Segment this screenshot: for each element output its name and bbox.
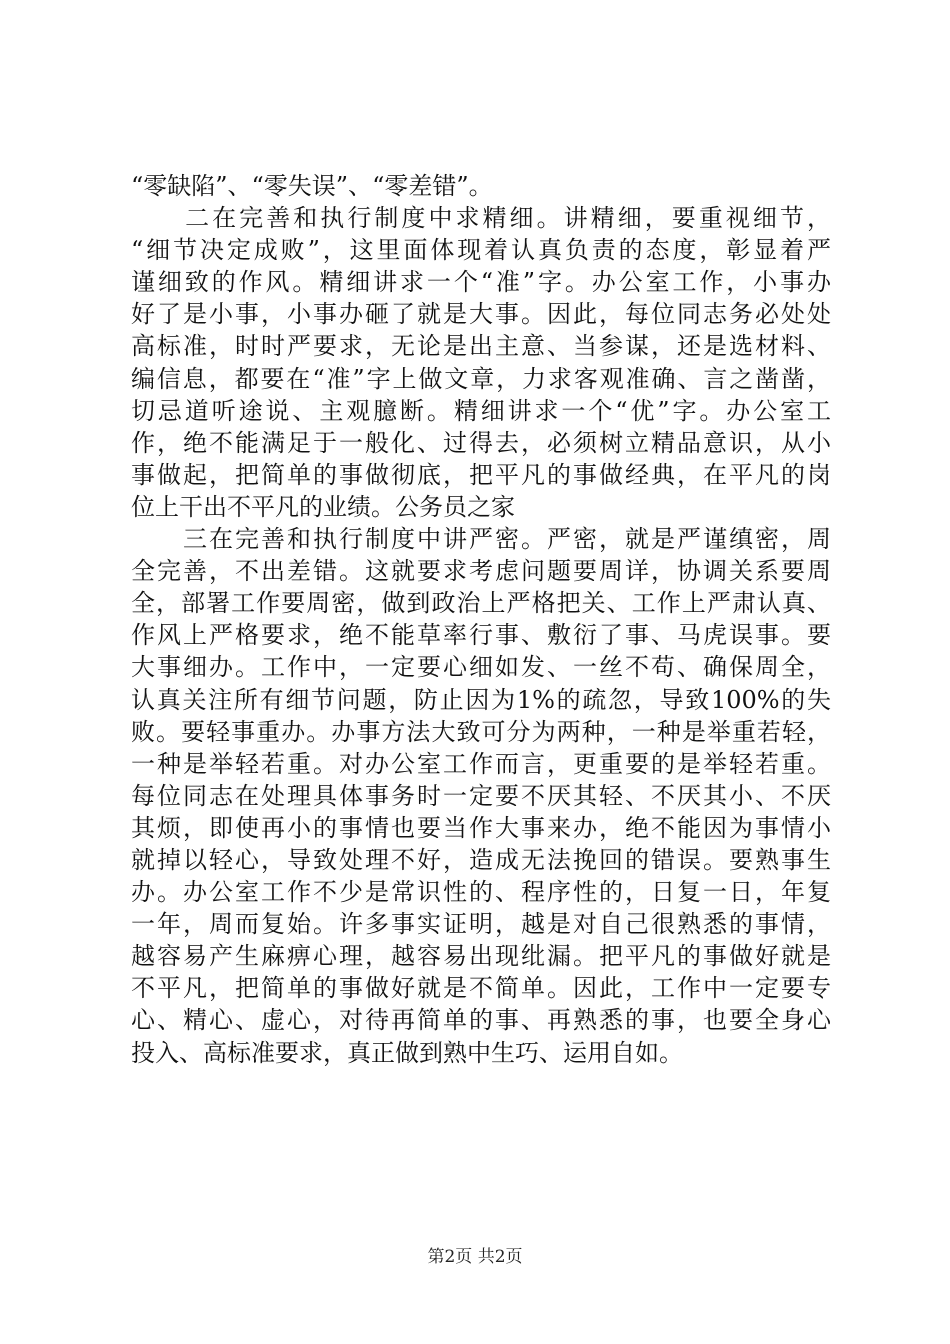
page-number-footer: 第2页 共2页: [427, 1247, 523, 1267]
text-line: 每位同志在处理具体事务时一定要不厌其轻、不厌其小、不厌: [131, 781, 831, 810]
text-line: 心、精心、虚心，对待再简单的事、再熟悉的事，也要全身心: [131, 1006, 831, 1035]
text-line: “细节决定成败”，这里面体现着认真负责的态度，彰显着严: [131, 236, 831, 265]
text-line: 败。要轻事重办。办事方法大致可分为两种，一种是举重若轻，: [131, 717, 831, 746]
text-line: 作风上严格要求，绝不能草率行事、敷衍了事、马虎误事。要: [131, 621, 831, 650]
text-line: 切忌道听途说、主观臆断。精细讲求一个“优”字。办公室工: [131, 396, 831, 425]
text-line: 作，绝不能满足于一般化、过得去，必须树立精品意识，从小: [131, 428, 831, 457]
text-line: 不平凡，把简单的事做好就是不简单。因此，工作中一定要专: [131, 974, 831, 1003]
text-line: 二在完善和执行制度中求精细。讲精细，要重视细节，: [131, 204, 831, 233]
text-line: 高标准，时时严要求，无论是出主意、当参谋，还是选材料、: [131, 332, 831, 361]
text-line: “零缺陷”、“零失误”、“零差错”。: [131, 172, 493, 200]
text-line: 投入、高标准要求，真正做到熟中生巧、运用自如。: [131, 1038, 683, 1067]
text-line: 办。办公室工作不少是常识性的、程序性的，日复一日，年复: [131, 878, 831, 907]
text-line: 位上干出不平凡的业绩。公务员之家: [131, 492, 515, 521]
text-line: 事做起，把简单的事做彻底，把平凡的事做经典，在平凡的岗: [131, 460, 831, 489]
text-line: 编信息，都要在“准”字上做文章，力求客观准确、言之凿凿，: [131, 364, 831, 393]
text-line: 一种是举轻若重。对办公室工作而言，更重要的是举轻若重。: [131, 749, 831, 778]
text-line: 就掉以轻心，导致处理不好，造成无法挽回的错误。要熟事生: [131, 845, 831, 874]
text-line: 大事细办。工作中，一定要心细如发、一丝不苟、确保周全，: [131, 653, 831, 682]
text-line: 其烦，即使再小的事情也要当作大事来办，绝不能因为事情小: [131, 813, 831, 842]
text-line: 认真关注所有细节问题，防止因为1%的疏忽，导致100%的失: [131, 685, 831, 714]
text-line: 三在完善和执行制度中讲严密。严密，就是严谨缜密，周: [131, 525, 831, 554]
text-line: 全完善，不出差错。这就要求考虑问题要周详，协调关系要周: [131, 557, 831, 586]
text-line: 全，部署工作要周密，做到政治上严格把关、工作上严肃认真、: [131, 589, 831, 618]
text-line: 一年，周而复始。许多事实证明，越是对自己很熟悉的事情，: [131, 910, 831, 939]
text-line: 越容易产生麻痹心理，越容易出现纰漏。把平凡的事做好就是: [131, 942, 831, 971]
document-body: [131, 170, 831, 1069]
text-line: 好了是小事，小事办砸了就是大事。因此，每位同志务必处处: [131, 300, 831, 329]
text-line: 谨细致的作风。精细讲求一个“准”字。办公室工作，小事办: [131, 268, 831, 297]
